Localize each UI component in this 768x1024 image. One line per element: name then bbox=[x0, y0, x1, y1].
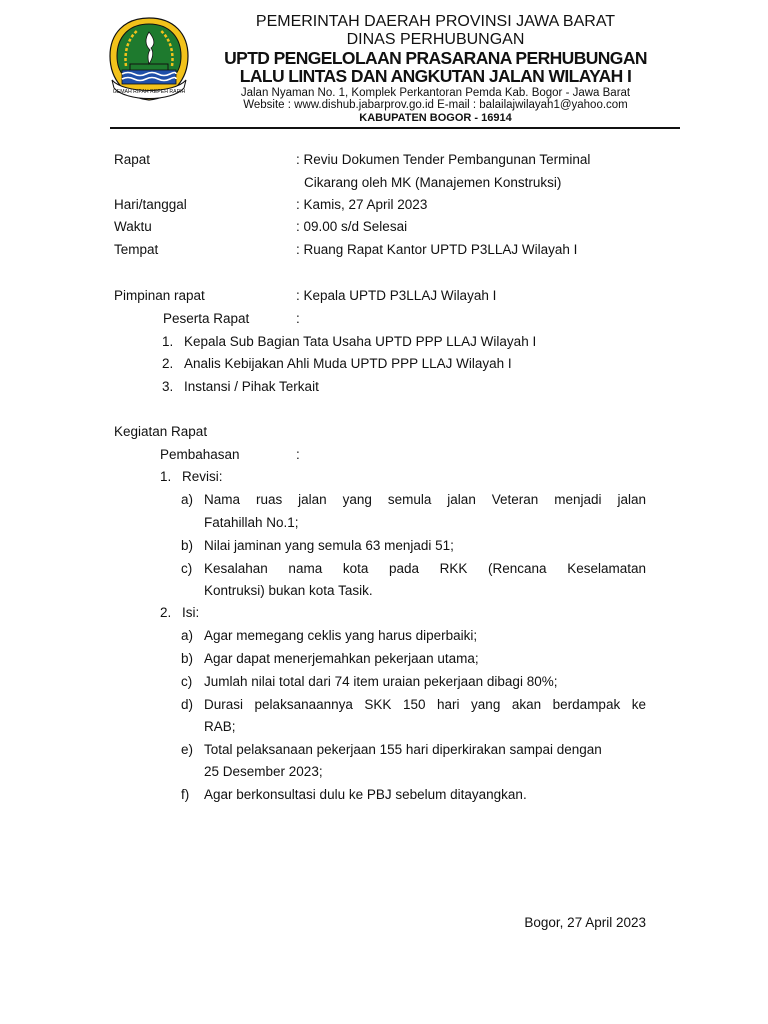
pimpinan-value: : Kepala UPTD P3LLAJ Wilayah I bbox=[296, 288, 497, 303]
list-item: Agar dapat menerjemahkan pekerjaan utama; bbox=[204, 651, 479, 666]
logo-motto: GEMAH RIPAH REPEH RAPIH bbox=[112, 89, 186, 95]
list-item: Jumlah nilai total dari 74 item uraian pekerjaan dibagi 80%; bbox=[204, 674, 558, 689]
header-agency: DINAS PERHUBUNGAN bbox=[346, 31, 525, 48]
hari-value: : Kamis, 27 April 2023 bbox=[296, 197, 428, 212]
list-item-letter: c) bbox=[181, 674, 193, 689]
rapat-value-line2: Cikarang oleh MK (Manajemen Konstruksi) bbox=[304, 175, 562, 190]
kegiatan-title: Kegiatan Rapat bbox=[114, 424, 208, 439]
list-item-letter: e) bbox=[181, 742, 194, 757]
revisi-heading: Revisi: bbox=[182, 469, 223, 484]
list-item-letter: d) bbox=[181, 697, 194, 712]
list-item-continuation: Kontruksi) bukan kota Tasik. bbox=[204, 583, 373, 598]
list-item-continuation: Fatahillah No.1; bbox=[204, 515, 299, 530]
tempat-label: Tempat bbox=[114, 242, 159, 257]
rapat-label: Rapat bbox=[114, 152, 151, 167]
waktu-label: Waktu bbox=[114, 219, 152, 234]
pembahasan-colon: : bbox=[296, 447, 300, 462]
list-item-continuation: 25 Desember 2023; bbox=[204, 764, 323, 779]
header-government: PEMERINTAH DAERAH PROVINSI JAWA BARAT bbox=[255, 13, 616, 30]
tempat-value: : Ruang Rapat Kantor UPTD P3LLAJ Wilayah I bbox=[296, 242, 578, 257]
peserta-colon: : bbox=[296, 311, 300, 326]
header-unit-line1: UPTD PENGELOLAAN PRASARANA PERHUBUNGAN bbox=[224, 48, 647, 68]
list-item: Kepala Sub Bagian Tata Usaha UPTD PPP LLAJ Wilayah I bbox=[184, 334, 537, 349]
list-item-letter: f) bbox=[181, 787, 190, 802]
header-unit-line2: LALU LINTAS DAN ANGKUTAN JALAN WILAYAH I bbox=[239, 66, 632, 86]
list-item: Instansi / Pihak Terkait bbox=[184, 379, 319, 394]
signature-place-date: Bogor, 27 April 2023 bbox=[524, 915, 646, 930]
pembahasan-label: Pembahasan bbox=[160, 447, 240, 462]
header-district: KABUPATEN BOGOR - 16914 bbox=[359, 112, 512, 124]
list-item: Nilai jaminan yang semula 63 menjadi 51; bbox=[204, 538, 454, 553]
list-item-number: 2. bbox=[162, 356, 174, 371]
peserta-label: Peserta Rapat bbox=[163, 311, 250, 326]
revisi-number: 1. bbox=[160, 469, 172, 484]
hari-label: Hari/tanggal bbox=[114, 197, 187, 212]
header-contact: Website : www.dishub.jabarprov.go.id E-mail : balailajwilayah1@yahoo.com bbox=[243, 99, 628, 111]
pimpinan-label: Pimpinan rapat bbox=[114, 288, 205, 303]
list-item: Durasi pelaksanaannya SKK 150 hari yang akan berdampak ke bbox=[204, 697, 646, 712]
list-item-continuation: RAB; bbox=[204, 719, 236, 734]
header-address: Jalan Nyaman No. 1, Komplek Perkantoran Pemda Kab. Bogor - Jawa Barat bbox=[240, 87, 631, 99]
list-item-letter: b) bbox=[181, 651, 194, 666]
rapat-value-line1: : Reviu Dokumen Tender Pembangunan Terminal bbox=[296, 152, 591, 167]
list-item: Agar berkonsultasi dulu ke PBJ sebelum ditayangkan. bbox=[204, 787, 527, 802]
letterhead-divider bbox=[110, 127, 680, 129]
list-item: Kesalahan nama kota pada RKK (Rencana Keselamatan bbox=[204, 561, 646, 576]
list-item-letter: a) bbox=[181, 492, 194, 507]
list-item: Agar memegang ceklis yang harus diperbaiki; bbox=[204, 628, 478, 643]
list-item-number: 3. bbox=[162, 379, 174, 394]
waktu-value: : 09.00 s/d Selesai bbox=[296, 219, 408, 234]
list-item-number: 1. bbox=[162, 334, 174, 349]
list-item-letter: a) bbox=[181, 628, 194, 643]
list-item-letter: c) bbox=[181, 561, 193, 576]
west-java-emblem-icon bbox=[104, 14, 194, 104]
list-item: Total pelaksanaan pekerjaan 155 hari diperkirakan sampai dengan bbox=[204, 742, 602, 757]
isi-number: 2. bbox=[160, 605, 172, 620]
list-item: Nama ruas jalan yang semula jalan Veteran menjadi jalan bbox=[204, 492, 646, 507]
isi-heading: Isi: bbox=[182, 605, 200, 620]
list-item: Analis Kebijakan Ahli Muda UPTD PPP LLAJ Wilayah I bbox=[184, 356, 512, 371]
list-item-letter: b) bbox=[181, 538, 194, 553]
